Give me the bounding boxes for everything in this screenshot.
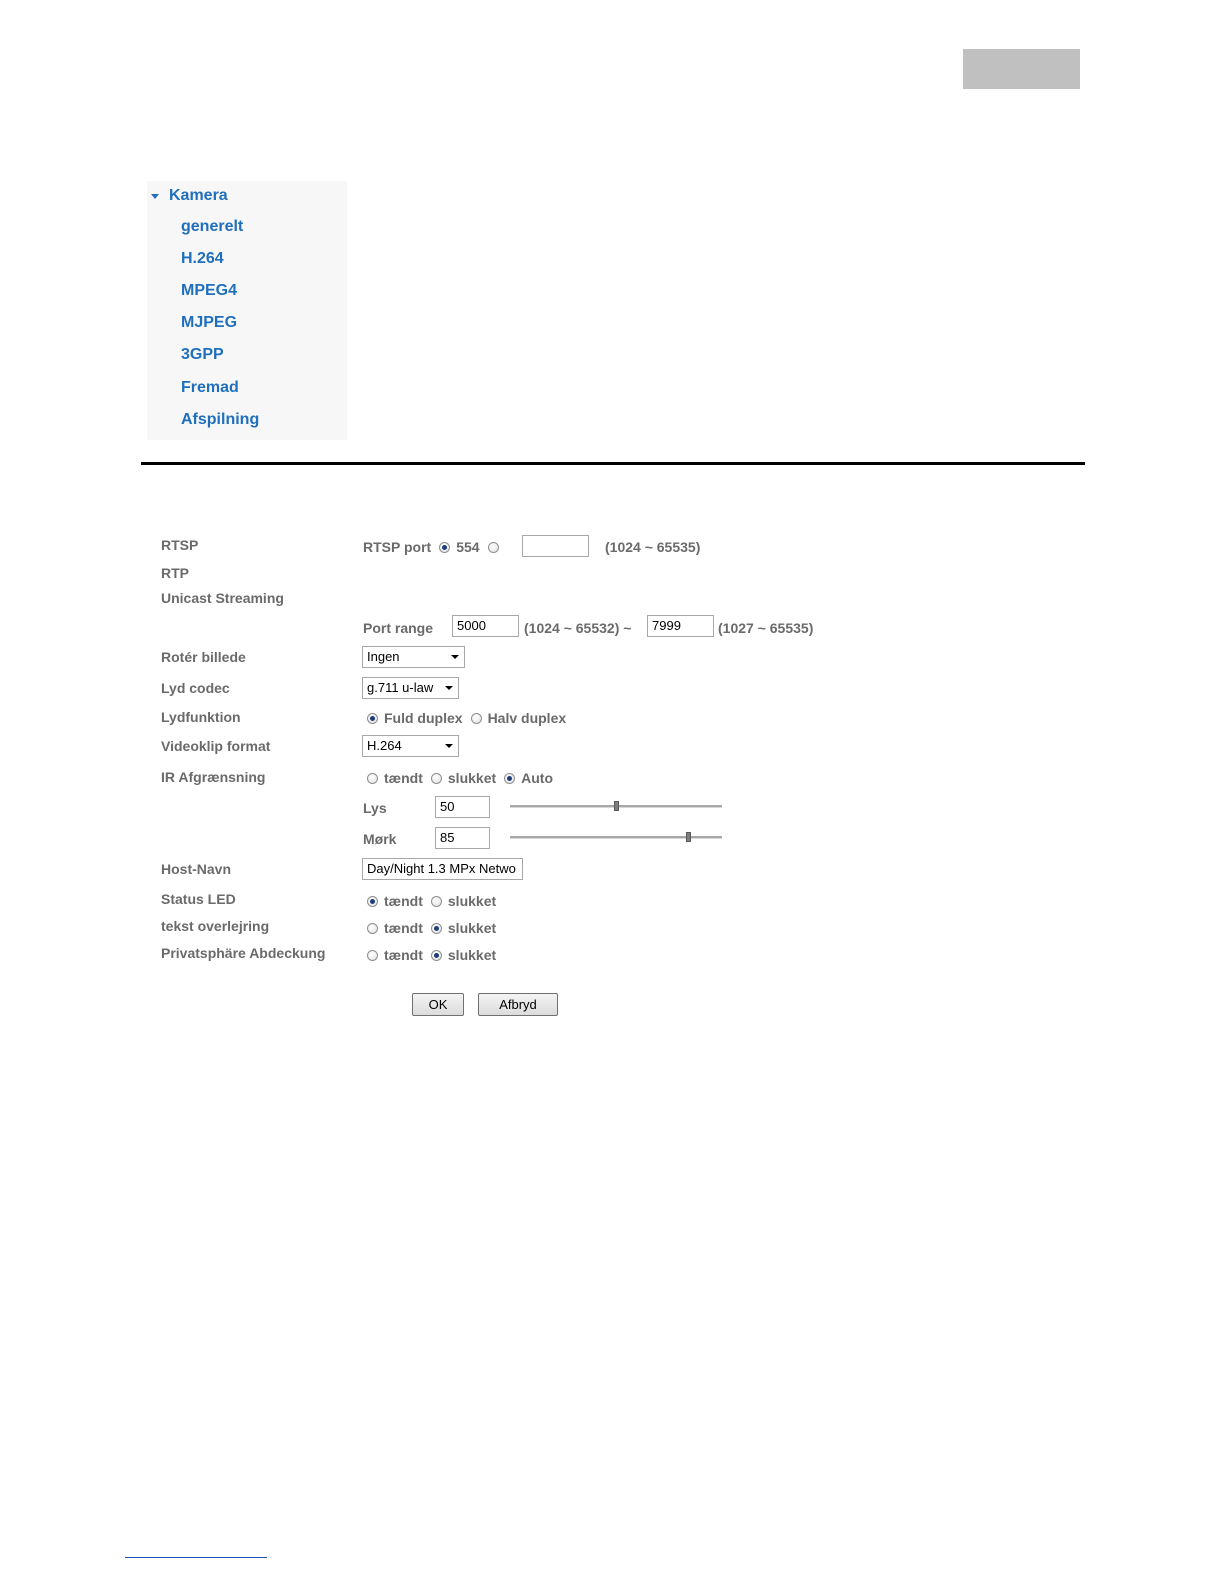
rtsp-default-radio[interactable]	[439, 542, 450, 553]
full-duplex-radio[interactable]	[367, 713, 378, 724]
rtsp-default-port: 554	[456, 539, 480, 555]
text-overlay-row	[367, 919, 496, 937]
dark-slider-thumb[interactable]	[686, 832, 691, 842]
audio-codec-label: Lyd codec	[161, 680, 230, 696]
sidebar-menu	[147, 181, 347, 440]
dark-label: Mørk	[363, 831, 397, 847]
video-format-select[interactable]	[362, 735, 459, 757]
light-input[interactable]: 50	[435, 796, 490, 818]
cancel-button[interactable]: Afbryd	[478, 993, 558, 1016]
sidebar-item-fremad[interactable]: Fremad	[181, 379, 239, 396]
port-range-label: Port range	[363, 620, 434, 636]
hostname-label: Host-Navn	[161, 861, 232, 877]
text-overlay-off-label: slukket	[447, 920, 497, 936]
port-range-end-limits: (1027 ~ 65535)	[718, 620, 814, 636]
text-overlay-on-radio[interactable]	[367, 923, 378, 934]
privacy-off-label: slukket	[447, 947, 497, 963]
light-label: Lys	[363, 800, 387, 816]
page-number-box	[963, 49, 1080, 89]
ir-on-radio[interactable]	[367, 773, 378, 784]
sidebar-item-h264[interactable]: H.264	[181, 250, 224, 267]
rotate-label: Rotér billede	[161, 649, 246, 665]
audio-codec-select-value: g.711 u-law	[367, 680, 434, 695]
dark-input[interactable]: 85	[435, 827, 490, 849]
status-led-on-label: tændt	[384, 893, 423, 909]
rtsp-label: RTSP	[161, 537, 199, 553]
ok-button[interactable]: OK	[412, 993, 464, 1016]
privacy-on-radio[interactable]	[367, 950, 378, 961]
dark-slider[interactable]	[510, 831, 722, 845]
privacy-label: Privatsphäre Abdeckung	[161, 945, 326, 961]
audio-mode-label: Lydfunktion	[161, 709, 241, 725]
chevron-down-icon	[445, 744, 453, 748]
text-overlay-label: tekst overlejring	[161, 918, 270, 934]
half-duplex-radio[interactable]	[471, 713, 482, 724]
ir-off-label: slukket	[447, 770, 497, 786]
sidebar-item-mpeg4[interactable]: MPEG4	[181, 282, 238, 299]
ir-on-label: tændt	[384, 770, 423, 786]
rtsp-port-row	[363, 538, 505, 556]
section-divider	[141, 462, 1085, 465]
sidebar-item-mjpeg[interactable]: MJPEG	[181, 314, 238, 331]
audio-codec-select[interactable]	[362, 677, 459, 699]
hostname-input[interactable]: Day/Night 1.3 MPx Netwo	[362, 858, 523, 880]
port-range-start-input[interactable]: 5000	[452, 615, 519, 637]
port-range-end-input[interactable]: 7999	[647, 615, 714, 637]
rotate-select-value: Ingen	[367, 649, 400, 664]
text-overlay-off-radio[interactable]	[431, 923, 442, 934]
ir-off-radio[interactable]	[431, 773, 442, 784]
video-format-select-value: H.264	[367, 738, 402, 753]
ir-auto-label: Auto	[521, 770, 554, 786]
chevron-down-icon	[451, 655, 459, 659]
privacy-row	[367, 946, 496, 964]
light-slider[interactable]	[510, 800, 722, 814]
rtsp-port-range: (1024 ~ 65535)	[605, 539, 701, 555]
sidebar-item-3gpp[interactable]: 3GPP	[181, 346, 224, 363]
text-overlay-on-label: tændt	[384, 920, 423, 936]
ir-auto-radio[interactable]	[504, 773, 515, 784]
video-format-label: Videoklip format	[161, 738, 271, 754]
status-led-on-radio[interactable]	[367, 896, 378, 907]
rtsp-custom-port-input[interactable]	[522, 535, 589, 557]
sidebar-header-label: Kamera	[169, 187, 228, 204]
rtsp-custom-radio[interactable]	[488, 542, 499, 553]
footer-link-underline	[125, 1557, 267, 1558]
status-led-off-label: slukket	[447, 893, 497, 909]
privacy-off-radio[interactable]	[431, 950, 442, 961]
rotate-select[interactable]	[362, 646, 465, 668]
ir-mode-row	[367, 769, 553, 787]
sidebar-item-afspilning[interactable]: Afspilning	[181, 411, 260, 428]
rtsp-port-label: RTSP port	[363, 539, 432, 555]
audio-mode-row	[367, 709, 566, 727]
status-led-label: Status LED	[161, 891, 236, 907]
full-duplex-label: Fuld duplex	[384, 710, 463, 726]
triangle-down-icon	[151, 194, 159, 199]
port-range-start-limits: (1024 ~ 65532) ~	[524, 620, 632, 636]
status-led-row	[367, 892, 496, 910]
sidebar-header[interactable]	[151, 185, 228, 207]
privacy-on-label: tændt	[384, 947, 423, 963]
rtp-label: RTP	[161, 565, 189, 581]
ir-label: IR Afgrænsning	[161, 769, 266, 785]
status-led-off-radio[interactable]	[431, 896, 442, 907]
half-duplex-label: Halv duplex	[487, 710, 567, 726]
chevron-down-icon	[445, 686, 453, 690]
light-slider-thumb[interactable]	[614, 801, 619, 811]
unicast-label: Unicast Streaming	[161, 590, 284, 606]
sidebar-item-generelt[interactable]: generelt	[181, 218, 244, 235]
